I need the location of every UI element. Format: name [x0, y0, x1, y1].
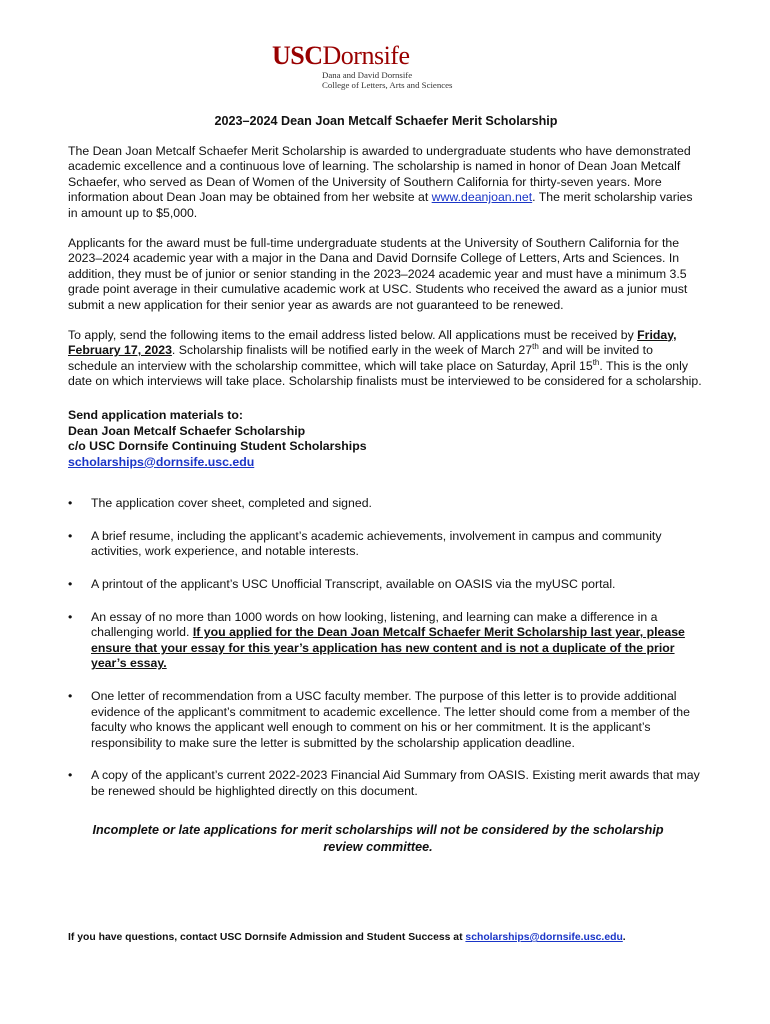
list-item: [68, 689, 704, 751]
ordinal-suffix-1: th: [532, 342, 539, 352]
bullet-icon: •: [68, 528, 73, 543]
bullet-icon: •: [68, 496, 73, 511]
footer-text: If you have questions, contact USC Dornsife Admission and Student Success at: [68, 932, 466, 943]
usc-dornsife-logo: [272, 42, 452, 90]
logo-wordmark: [272, 42, 452, 70]
materials-list: [68, 496, 704, 799]
essay-warning: If you applied for the Dean Joan Metcalf Schaefer Merit Scholarship last year, please ensure that your essay for this year’s application has new content and is not a duplicate of the prior year’s essay.: [91, 625, 685, 671]
send-materials-block: [68, 408, 704, 470]
footer-email-link[interactable]: scholarships@dornsife.usc.edu: [465, 932, 623, 943]
intro-tail: . The merit scholarship varies in amount up to $5,000.: [68, 190, 693, 220]
list-item: [68, 496, 704, 512]
bullet-icon: •: [68, 609, 73, 624]
send-heading: Send application materials to:: [68, 407, 243, 422]
deadline-date: Friday, February 17, 2023: [68, 327, 677, 358]
closing-notice: Incomplete or late applications for merit scholarships will not be considered by the scholarship review committee.: [92, 822, 664, 854]
footer-tail: .: [622, 932, 626, 943]
apply-text-2: . Scholarship finalists will be notified early in the week of March 27: [171, 343, 533, 358]
logo-subtitle: [322, 71, 452, 90]
send-line-1: Dean Joan Metcalf Schaefer Scholarship: [68, 423, 306, 438]
logo-usc: USC: [272, 41, 323, 70]
list-item: [68, 577, 704, 593]
list-item: [68, 610, 704, 672]
logo-dornsife: Dornsife: [322, 41, 410, 70]
footer-contact: [68, 930, 728, 946]
application-paragraph: [68, 328, 704, 390]
list-item-text: An essay of no more than 1000 words on how looking, listening, and learning can make a difference in a challenging world.: [91, 609, 658, 640]
deanjoan-website-link[interactable]: www.deanjoan.net: [431, 190, 533, 205]
list-item: [68, 529, 704, 560]
list-item-text: The application cover sheet, completed and signed.: [91, 496, 372, 511]
bullet-icon: •: [68, 577, 73, 592]
bullet-icon: •: [68, 768, 73, 783]
intro-text: The Dean Joan Metcalf Schaefer Merit Scholarship is awarded to undergraduate students who have demonstrated academic excellence and a continuous love of learning. The scholarship is named in honor of Dean Joan Metcalf Schaefer, who served as Dean of Women of the University of Southern California for thirty-seven years. More information about Dean Joan may be obtained from her website at: [68, 143, 691, 205]
document-body: [68, 114, 704, 856]
intro-paragraph: [68, 144, 704, 222]
document-title: 2023–2024 Dean Joan Metcalf Schaefer Merit Scholarship: [214, 114, 558, 128]
apply-text-3: and will be invited to schedule an interview with the scholarship committee, which will take place on Saturday, April 15: [68, 343, 653, 373]
send-line-2: c/o USC Dornsife Continuing Student Scholarships: [68, 439, 367, 454]
bullet-icon: •: [68, 689, 73, 704]
apply-text-4: . This is the only date on which interviews will take place. Scholarship finalists must be interviewed to be considered for a scholarship.: [68, 358, 702, 389]
logo-subtitle-line2: College of Letters, Arts and Sciences: [322, 79, 453, 90]
list-item-text: A printout of the applicant’s USC Unofficial Transcript, available on OASIS via the myUSC portal.: [91, 577, 616, 592]
list-item-text: A copy of the applicant’s current 2022-2023 Financial Aid Summary from OASIS. Existing merit awards that may be renewed should be highlighted directly on this document.: [91, 768, 700, 798]
list-item-text: A brief resume, including the applicant’s academic achievements, involvement in campus and community activities, work experience, and notable interests.: [91, 528, 662, 559]
list-item: [68, 768, 704, 799]
scholarships-email-link[interactable]: scholarships@dornsife.usc.edu: [68, 454, 255, 469]
eligibility-paragraph: Applicants for the award must be full-time undergraduate students at the University of Southern California for the 2023–2024 academic year with a major in the Dana and David Dornsife College of Letters, Arts and Sciences. In addition, they must be of junior or senior standing in the 2023–2024 academic year and must have a minimum 3.5 grade point average in their cumulative academic work at USC. Students who received the award as a junior must submit a new application for their senior year as awards are not guaranteed to be renewed.: [68, 235, 688, 312]
ordinal-suffix-2: th: [592, 357, 600, 367]
apply-text-1: To apply, send the following items to the email address listed below. All applications must be received by: [68, 327, 638, 342]
logo-subtitle-line1: Dana and David Dornsife: [322, 70, 413, 80]
list-item-text: One letter of recommendation from a USC faculty member. The purpose of this letter is to provide additional evidence of the applicant’s commitment to academic excellence. The letter should come from a member of the faculty who knows the applicant well enough to comment on his or her commitment. It is the applicant’s responsibility to make sure the letter is submitted by the scholarship application deadline.: [91, 689, 690, 750]
